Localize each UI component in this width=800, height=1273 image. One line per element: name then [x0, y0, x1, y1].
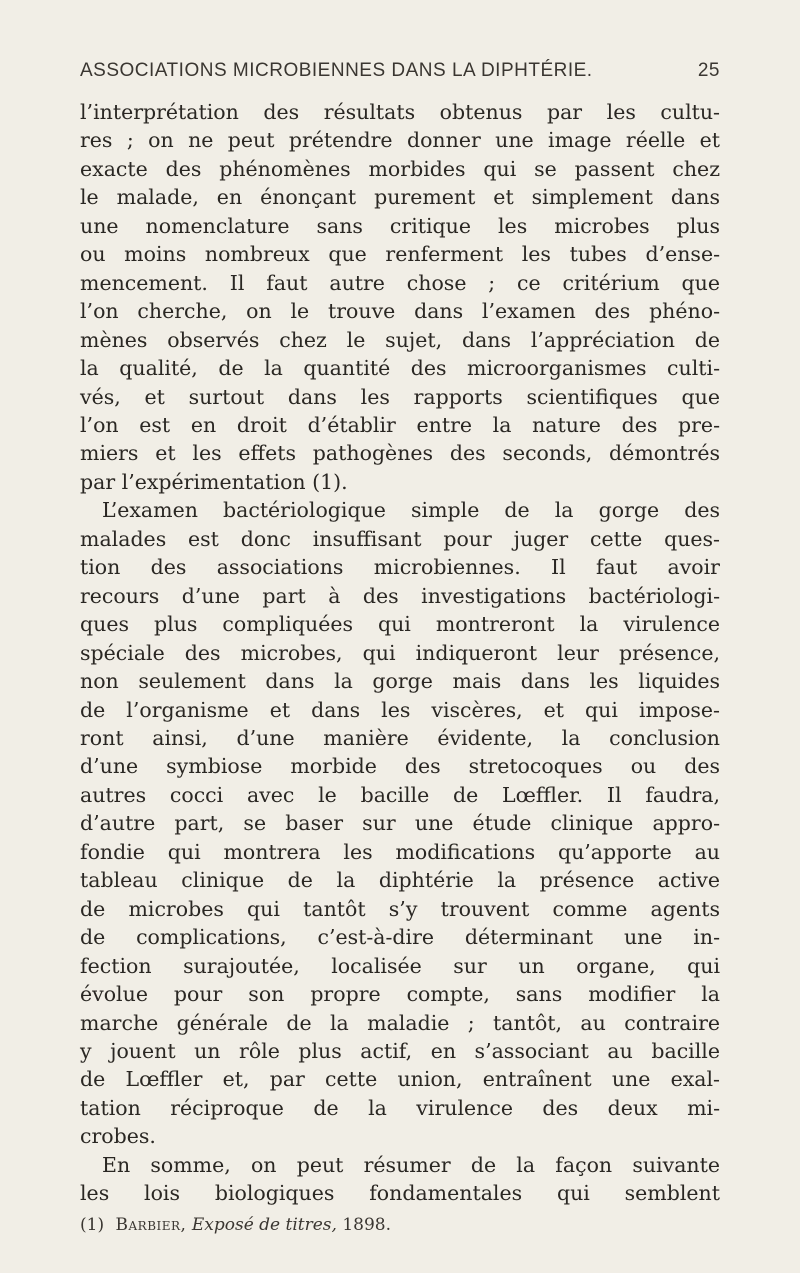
paragraph-3	[80, 1151, 720, 1208]
text-line: tion des associations microbiennes. Il faut avoir	[80, 555, 720, 580]
running-head	[80, 60, 720, 90]
footnote-work: Exposé de titres,	[191, 1215, 337, 1235]
text-line: y jouent un rôle plus actif, en s’associant au bacille	[80, 1038, 720, 1063]
text-line: l’interprétation des résultats obtenus par les cultu-	[80, 100, 720, 124]
page-number: 25	[697, 60, 720, 81]
text-line: autres cocci avec le bacille de Lœffler. Il faudra,	[80, 782, 720, 807]
running-title: ASSOCIATIONS MICROBIENNES DANS LA DIPHTÉRIE.	[80, 60, 593, 81]
text-line: ques plus compliquées qui montreront la virulence	[80, 612, 720, 637]
text-line: de l’organisme et dans les viscères, et qui impose-	[80, 697, 720, 722]
text-line: l’on cherche, on le trouve dans l’examen des phéno-	[80, 299, 720, 324]
footnote	[80, 1215, 720, 1235]
text-line: crobes.	[80, 1124, 156, 1149]
text-line: par l’expérimentation (1).	[80, 469, 348, 494]
text-line: de microbes qui tantôt s’y trouvent comme agents	[80, 896, 720, 921]
footnote-author: Barbier,	[115, 1215, 187, 1235]
text-line: fondie qui montrera les modifications qu’apporte au	[80, 839, 720, 864]
text-line: d’une symbiose morbide des stretocoques ou des	[80, 754, 720, 779]
text-line: res ; on ne peut prétendre donner une image réelle et	[80, 128, 720, 153]
text-line: la qualité, de la quantité des microorganismes culti-	[80, 356, 720, 381]
text-line: l’on est en droit d’établir entre la nature des pre-	[80, 412, 720, 437]
text-line: tation réciproque de la virulence des deux mi-	[80, 1095, 720, 1120]
text-line: mènes observés chez le sujet, dans l’appréciation de	[80, 327, 720, 352]
text-line: évolue pour son propre compte, sans modifier la	[80, 982, 720, 1007]
text-line: fection surajoutée, localisée sur un organe, qui	[80, 953, 720, 978]
text-line: tableau clinique de la diphtérie la présence active	[80, 868, 720, 893]
body-text	[80, 98, 720, 1208]
text-line: de Lœffler et, par cette union, entraînent une exal-	[80, 1067, 720, 1092]
paragraph-2	[80, 496, 720, 1150]
text-line: recours d’une part à des investigations bactériologi-	[80, 583, 720, 608]
text-line: mencement. Il faut autre chose ; ce critérium que	[80, 270, 720, 295]
text-line: L’examen bactériologique simple de la gorge des	[102, 498, 720, 523]
text-line: non seulement dans la gorge mais dans les liquides	[80, 669, 720, 694]
text-line: les lois biologiques fondamentales qui semblent	[80, 1181, 720, 1206]
text-line: exacte des phénomènes morbides qui se passent chez	[80, 156, 720, 181]
text-line: malades est donc insuffisant pour juger cette ques-	[80, 526, 720, 551]
text-line: spéciale des microbes, qui indiqueront leur présence,	[80, 640, 720, 665]
text-line: vés, et surtout dans les rapports scientifiques que	[80, 384, 720, 409]
text-line: miers et les effets pathogènes des seconds, démontrés	[80, 441, 720, 466]
text-line: En somme, on peut résumer de la façon suivante	[102, 1152, 720, 1177]
text-line: d’autre part, se baser sur une étude clinique appro-	[80, 811, 720, 836]
text-line: ou moins nombreux que renferment les tubes d’ense-	[80, 242, 720, 267]
footnote-marker: (1)	[80, 1215, 105, 1235]
text-line: marche générale de la maladie ; tantôt, au contraire	[80, 1010, 720, 1035]
text-line: le malade, en énonçant purement et simplement dans	[80, 185, 720, 210]
text-line: de complications, c’est-à-dire déterminant une in-	[80, 925, 720, 950]
text-line: une nomenclature sans critique les microbes plus	[80, 213, 720, 238]
text-line: ront ainsi, d’une manière évidente, la conclusion	[80, 725, 720, 750]
footnote-year: 1898.	[342, 1215, 392, 1235]
paragraph-1	[80, 98, 720, 496]
